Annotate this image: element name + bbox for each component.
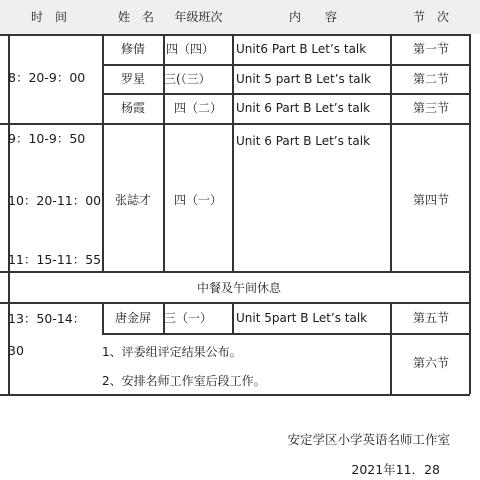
line-table-bottom bbox=[0, 394, 470, 396]
line-header-bottom bbox=[0, 34, 470, 36]
row5-content: Unit 5part B Let’s talk bbox=[236, 311, 368, 325]
row2-session: 第二节 bbox=[412, 72, 449, 86]
row4-content: Unit 6 Part B Let’s talk bbox=[236, 134, 371, 148]
row5-name: 唐金屏 bbox=[114, 311, 151, 325]
time-slot-4: 11：15-11：55 bbox=[8, 251, 102, 267]
line-row3 bbox=[0, 123, 470, 125]
footer-date: 2021年11．28 bbox=[351, 462, 440, 477]
line-row2 bbox=[102, 93, 470, 95]
row4-session: 第四节 bbox=[412, 193, 449, 207]
header-time: 时 间 bbox=[30, 10, 67, 24]
line-row1 bbox=[102, 64, 470, 66]
time-slot-5: 13：50-14： bbox=[8, 310, 86, 326]
lunch-break-label: 中餐及午间休息 bbox=[196, 281, 281, 295]
row3-name: 杨霞 bbox=[120, 101, 145, 115]
line-right bbox=[469, 34, 471, 394]
row4-name: 张誌才 bbox=[114, 193, 151, 207]
row1-content: Unit6 Part B Let’s talk bbox=[236, 42, 367, 56]
time-slot-5-end: 30 bbox=[8, 342, 24, 358]
row2-grade: 三(（三） bbox=[164, 72, 211, 86]
row3-grade: 四（二） bbox=[173, 101, 222, 115]
time-slot-2: 9：10-9：50 bbox=[8, 130, 86, 146]
row3-session: 第三节 bbox=[412, 101, 449, 115]
row2-name: 罗星 bbox=[120, 72, 145, 86]
footer-organization: 安定学区小学英语名师工作室 bbox=[287, 432, 450, 447]
note-2: 2、安排名师工作室后段工作。 bbox=[102, 374, 266, 388]
time-slot-3: 10：20-11：00 bbox=[8, 192, 102, 208]
time-slot-1: 8：20-9：00 bbox=[8, 69, 86, 85]
line-row5 bbox=[102, 333, 470, 335]
row3-content: Unit 6 Part B Let’s talk bbox=[236, 101, 371, 115]
header-grade: 年级班次 bbox=[174, 10, 223, 24]
row5-grade: 三（一） bbox=[164, 311, 213, 325]
row5-session: 第五节 bbox=[412, 311, 449, 325]
line-break bbox=[0, 302, 470, 304]
header-session: 节 次 bbox=[412, 10, 449, 24]
row2-content: Unit 5 part B Let’s talk bbox=[236, 72, 371, 86]
line-row4 bbox=[0, 271, 470, 273]
line-left bbox=[8, 34, 10, 394]
header-name: 姓 名 bbox=[117, 10, 154, 24]
row1-name: 修倩 bbox=[120, 42, 145, 56]
note-1: 1、评委组评定结果公布。 bbox=[102, 345, 242, 359]
header-content: 内 容 bbox=[288, 10, 337, 24]
line-grade-content-lower bbox=[232, 302, 234, 333]
line-grade-content-upper bbox=[232, 34, 234, 271]
row1-grade: 四（四） bbox=[166, 42, 215, 56]
row1-session: 第一节 bbox=[412, 42, 449, 56]
row6-session: 第六节 bbox=[412, 356, 449, 370]
row4-grade: 四（一） bbox=[173, 193, 222, 207]
